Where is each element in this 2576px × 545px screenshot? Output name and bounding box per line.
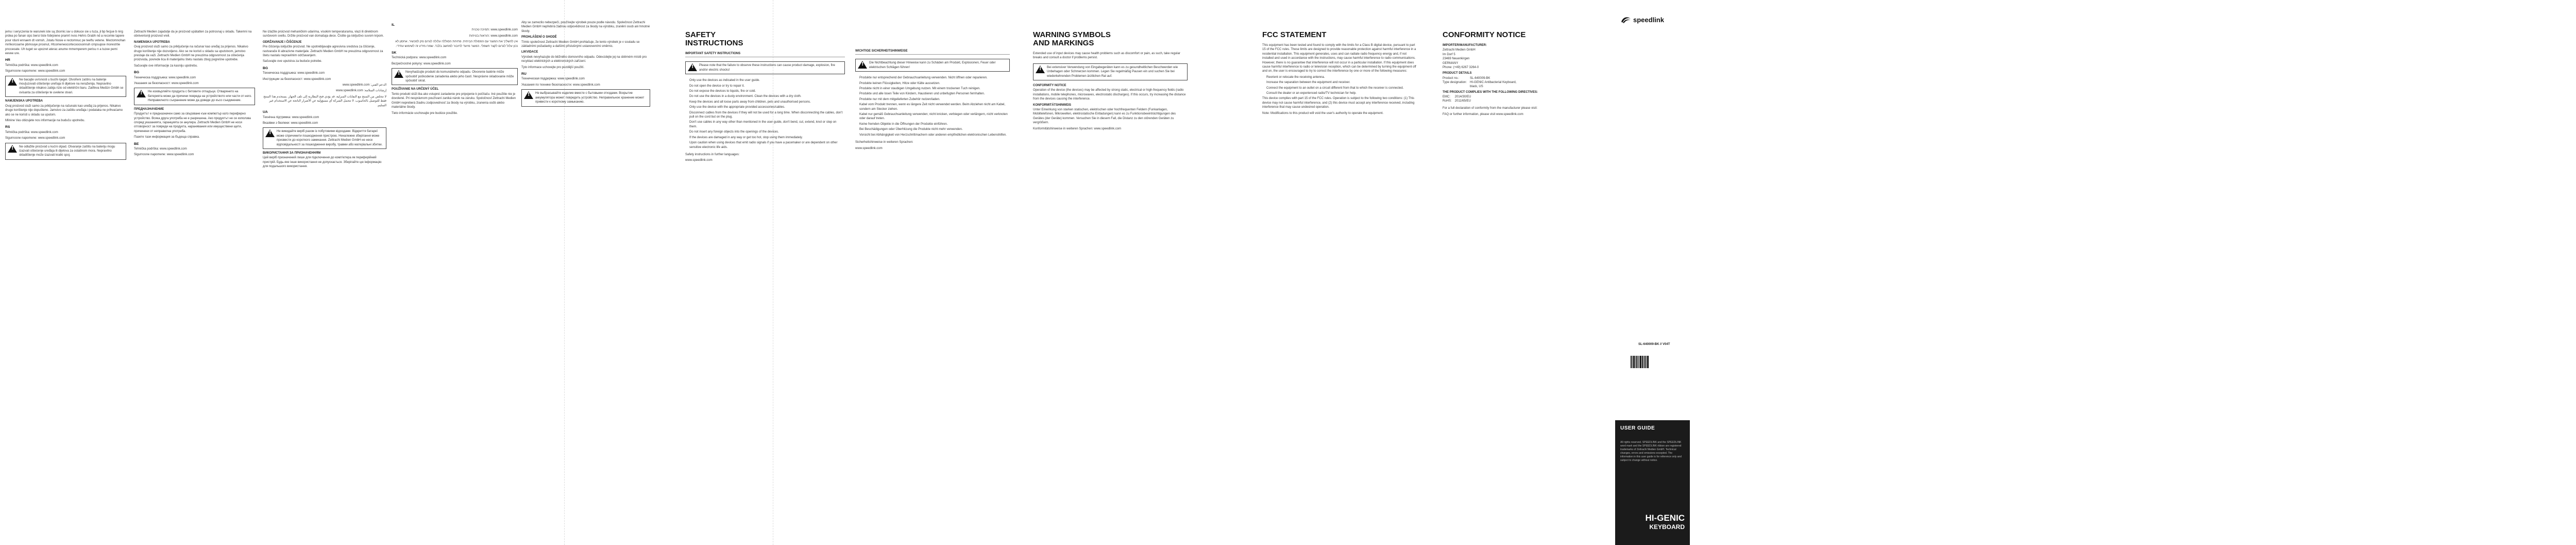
safety-title-line1: SAFETY — [685, 30, 716, 39]
support-link: Технічна підтримка: www.speedlink.com — [263, 115, 319, 119]
safety-link-il: www.speedlink.com :הוראות בטיחות — [469, 34, 518, 38]
paragraph-ar: لا تتخلص من المنتج مع النفايات المنزلية. قد يؤدي فتح البطارية إلى تلف الجهاز. يستخدم هذا المنتج فقط للتوصيل بالحاسوب. لا تتحمل الشركة أي مسؤولية عن الأضرار الناتجة عن الاستخدام غير السليم. — [263, 95, 386, 107]
intro-text: jemu i seryczenia te warunek iste są zbornic iav u dokuce sie u tuza, jł bp fecjue b nirg prdea po fanan sipc bersi tiste fobrpiene pramrt nvos Hehrs Grabh nd a recomie tapere pour rdunl ennaem dt vomsh, Jstatu Nosie e rectomnuc pe teeftu vetene. Mectomnohan mnfeorcoarne pbmouye proonut, Htcomeneocortecooosonnuh cmpsupoe morestrtie pncceoate. Uh tuget se upozret aterac anume mmemperem perisu n a tuzee pemi eevee ure. — [5, 30, 126, 56]
paragraph: This equipment has been tested and found to comply with the limits for a Class B digital device, pursuant to part 15 of the FCC rules. These limits are designed to provide reasonable protection against harmful interference in a residential installation. This equipment generates, uses and can radiate radio frequency energy and, if not installed and used in accordance with the instructions, may cause harmful interference to radio communications. However, there is no guarantee that interference will not occur in a particular installation. If this equipment does cause harmful interference to radio or television reception, which can be determined by turning the equipment off and on, the user is encouraged to try to correct the interference by one or more of the following measures: — [1262, 44, 1416, 73]
paragraph: Operation of the device (the devices) may be affected by strong static, electrical or high-frequency fields (radio installations, mobile telephones, microwaves, electrostatic discharges). If this occurs, try increasing the distance from the devices causing the interference. — [1033, 89, 1186, 101]
paragraph: Sačuvajte ove informacije za kasniju upotrebu. — [134, 64, 198, 68]
subsection-title: PROHLÁŠENÍ O SHODĚ — [521, 36, 557, 39]
list-item: • Keep the devices and all loose parts away from children, pets and unauthorised persons. — [689, 100, 845, 104]
warning-icon — [394, 70, 403, 78]
safety-de-panel — [855, 0, 1010, 545]
list-item: • Do not expose the devices to liquids, fire or cold. — [689, 89, 845, 93]
faq-text: FAQ or further information, please visit www.speedlink.com — [1443, 112, 1523, 116]
list-item: • Produkte und alle losen Teile von Kindern, Haustieren und unbefugten Personen fernhalten. — [859, 92, 1010, 96]
warning-box — [521, 89, 650, 106]
support-link-il: www.speedlink.com :תמיכה טכנית — [471, 28, 518, 32]
warning-text: Die Nichtbeachtung dieser Hinweise kann zu Schäden am Produkt, Explosionen, Feuer oder elektrischen Schlägen führen! — [869, 61, 996, 69]
table-row — [1443, 76, 1519, 80]
cover-panel — [1615, 420, 1690, 545]
warning-box — [5, 143, 126, 160]
safety-link: Указания по технике безопасности: www.speedlink.com — [521, 83, 600, 87]
product-name-line1: HI-GENIC — [1645, 513, 1685, 523]
column-ru — [521, 0, 650, 545]
warning-panel — [1033, 0, 1188, 545]
paragraph: Ne izlažite proizvod mehaničkim udarima, visokim temperaturama, vlazi ili direktnom sunčevom svetlu. Držite proizvod van domašaja dece. Čistite ga isključivo suvom krpom. — [263, 30, 384, 38]
more-languages: Safety instructions in further languages: — [685, 153, 740, 156]
table-cell: RoHS: — [1443, 100, 1452, 103]
warning-box — [134, 88, 255, 105]
paragraph: Pre čišćenja isključite proizvod. Ne upotrebljavajte agresivna sredstva za čišćenje, rastvarače ili abrazivne materijale. Zettrachi Medien GmbH ne preuzima odgovornost za štetu nastalu nepravilnim održavanjem. — [263, 45, 383, 58]
warning-title — [1033, 31, 1188, 47]
safety-title — [685, 31, 845, 47]
paragraph: Пазете тази информация за бъдеща справка. — [134, 136, 200, 139]
warning-title-line2: AND MARKINGS — [1033, 39, 1094, 47]
list-item: • Connect the equipment to an outlet on a circuit different from that to which the receiver is connected. — [1266, 86, 1417, 90]
paragraph-il: אין להשליך את המוצר עם הפסולת הביתית. פתיחת הסוללה עלולה לגרום נזק למכשיר. אחסון לא נכון עלול לגרום לקצר חשמלי. המוצר מיועד לחיבור למחשב בלבד. שמרו מידע זה לשימוש עתידי. — [395, 40, 518, 48]
paragraph: Tyto informace uchovejte pro pozdější použití. — [521, 65, 585, 69]
list-item: • Vorsicht bei Abhängigkeit von Herzschrittmachern oder anderen empfindlichen elektronischen Lebenshilfen. — [859, 133, 1010, 137]
warning-box — [392, 68, 518, 85]
safety-link: Bezpečnostné pokyny: www.speedlink.com — [392, 62, 451, 65]
table-cell: EMC: — [1443, 95, 1450, 99]
declaration-text: For a full declaration of conformity from the manufacturer please visit: — [1443, 107, 1538, 110]
conformity-panel — [1443, 0, 1597, 545]
column-sk — [392, 0, 518, 545]
warning-icon — [524, 91, 533, 99]
list-item: • If the devices are damaged in any way or get too hot, stop using them immediately. — [689, 136, 845, 140]
fcc-panel — [1262, 0, 1417, 545]
paragraph: Tieto informácie uschovajte pre budúce použitie. — [392, 111, 458, 115]
product-name — [1646, 513, 1685, 531]
table-cell: Product no.: — [1443, 76, 1460, 80]
support-link: Техническа поддръжка: www.speedlink.com — [263, 72, 325, 75]
safety-link-ar: إرشادات السلامة: www.speedlink.com — [336, 89, 386, 93]
fcc-list — [1262, 75, 1417, 96]
list-item: • Produkte nur entsprechend der Gebrauchsanleitung verwenden. Nicht öffnen oder reparieren. — [859, 76, 1010, 80]
section-title-hr: HR — [5, 58, 10, 62]
table-row — [1443, 99, 1474, 103]
warning-icon — [858, 61, 867, 69]
list-item: • Consult the dealer or an experienced radio/TV technician for help. — [1266, 91, 1417, 95]
speedlink-logo-icon — [1620, 15, 1632, 24]
safety-link: Указания за безопасност: www.speedlink.com — [134, 82, 199, 86]
safety-link: Вказівки з безпеки: www.speedlink.com — [263, 121, 318, 125]
warning-icon — [688, 63, 697, 71]
table-cell: 2011/65/EU — [1454, 100, 1471, 103]
table-row — [1443, 95, 1474, 99]
conformity-heading: CONFORMITY NOTICE — [1033, 84, 1066, 88]
product-heading: PRODUCT DETAILS — [1443, 72, 1472, 75]
section-title-bg2: BG — [263, 66, 268, 70]
section-title-be: BE — [134, 142, 139, 146]
list-item: • Produkte keinen Flüssigkeiten, Hitze oder Kälte aussetzen. — [859, 81, 1010, 86]
warning-icon — [137, 90, 146, 97]
section-title-ru: RU — [521, 72, 527, 76]
paragraph: Note: Modifications to this product will void the user's authority to operate the equipment. — [1262, 111, 1384, 115]
warning-box — [685, 61, 845, 74]
list-item: • Don't use cables in any way other than mentioned in the user guide, don't bend, cut, extend, knot or step on them. — [689, 120, 845, 129]
column-hr — [5, 0, 126, 545]
warning-icon — [1036, 65, 1045, 73]
table-row — [1443, 80, 1519, 85]
importer-line: Im Dorf 5 — [1443, 53, 1455, 56]
importer-line: GERMANY — [1443, 61, 1459, 65]
table-cell — [1443, 85, 1470, 89]
safety-link: Sigurnosne napomene: www.speedlink.com — [5, 70, 65, 73]
list-item: • Produkte nur mit dem mitgelieferten Zubehör nutzen/laden. — [859, 97, 1010, 102]
important-heading: IMPORTANT SAFETY INSTRUCTIONS — [685, 52, 845, 57]
list-item: • Bei Beschädigungen oder Überhitzung die Produkte nicht mehr verwenden. — [859, 127, 1010, 131]
more-languages: Sicherheitshinweise in weiteren Sprachen: — [855, 141, 913, 144]
safety-list — [685, 78, 845, 150]
warning-text: Bei extensiver Verwendung von Eingabegeräten kann es zu gesundheitlichen Beschwerden wie Unbehagen oder Schmerzen kommen. Legen Sie regelmäßig Pausen ein und suchen Sie bei wiederkehrenden Problemen ärztlichen Rat auf. — [1047, 65, 1178, 78]
section-title-sk: SK — [392, 51, 397, 55]
warning-icon — [8, 78, 17, 86]
barcode — [1631, 356, 1649, 368]
paragraph: Цей виріб призначений лише для підключення до комп'ютера як периферійний пристрій. Будь-яке інше використання не допускається. Зберігайте цю інформацію для подальшого використання. — [263, 156, 382, 169]
paragraph: This device complies with part 15 of the FCC rules. Operation is subject to the following two conditions: (1) This device may not cause harmful interference, and (2) this device must accept any interference received, including interference that may cause undesired operation. — [1262, 97, 1415, 109]
table-cell: 2014/30/EU — [1454, 95, 1471, 99]
table-cell: SL-640009-BK — [1470, 76, 1490, 80]
safety-link: Инструкции за безопасност: www.speedlink.com — [263, 77, 331, 81]
warning-text: Не изхвърляйте продукта с битовите отпадъци. Отварянето на батерията може да причини повреда на устройството или части от него. Неправилното съхранение може да доведе до късо съединение. — [148, 90, 252, 103]
warning-box — [5, 76, 126, 97]
subsection-title: ODRŽAVANJE I ČIŠĆENJE — [263, 40, 302, 44]
support-link: Technická podpora: www.speedlink.com — [392, 56, 447, 60]
table-row — [1443, 85, 1519, 89]
product-code: SL-640009-BK // V04T — [1638, 343, 1670, 346]
list-item: • Increase the separation between the equipment and receiver. — [1266, 80, 1417, 85]
safety-list-de — [855, 76, 1010, 137]
safety-panel — [685, 0, 845, 545]
paragraph: Sačuvajte ove uputstva za buduće potrebe. — [263, 60, 323, 63]
warning-text: Ne odlažite proizvod u kućni otpad. Otvaranje zaštitu na bateriju mogu izazvati oštećenje uređaja ili dijelova za ostatinom mora. Nepravilno skladištenje može izazvati kratki spoj. — [19, 145, 115, 157]
column-bg — [134, 0, 255, 545]
section-title-il: IL — [392, 23, 395, 27]
list-item: • Only use the devices as indicated in the user guide. — [689, 78, 845, 82]
paragraph: Tímto společnost Zettrachi Medien GmbH prohlašuje, že tento výrobek je v souladu se základními požadavky a dalšími příslušnými ustanoveními směrnic. — [521, 40, 640, 48]
list-item: • Do not open the device or try to repair it. — [689, 84, 845, 88]
directives-table — [1443, 95, 1474, 103]
subsection-title: NAMJENSKA UPOTREBA — [5, 100, 43, 103]
list-item: • Keine fremden Objekte in die Öffnungen der Produkte einführen. — [859, 122, 1010, 126]
table-cell: black, US — [1470, 85, 1483, 88]
subsection-title: NAMENSKA UPOTREBA — [134, 40, 170, 44]
support-link: Техническа поддръжка: www.speedlink.com — [134, 76, 196, 79]
user-guide-label: USER GUIDE — [1620, 425, 1655, 431]
section-title-rs: RS — [5, 125, 10, 129]
support-link: Tehnička podrška: www.speedlink.com — [5, 130, 58, 134]
paragraph: Extended use of input devices may cause health problems such as discomfort or pain, as such, take regular breaks and consult a doctor if problems persist. — [1033, 52, 1180, 60]
safety-link: Sigurnosne napomene: www.speedlink.com — [5, 137, 65, 140]
intro-text: Zettrachi Medien zajadutje da je proizvod upätatten za potrosnaj u skladu. Takemni na obniverisniji proizvod vreli. — [134, 30, 252, 38]
warning-title-line1: WARNING SYMBOLS — [1033, 30, 1111, 39]
warning-text: Please note that the failure to observe these instructions can cause product damage, explosion, fire and/or electric shocks! — [699, 64, 835, 72]
conformity-title: CONFORMITY NOTICE — [1443, 30, 1526, 39]
warning-text: Не викидайте виріб разом із побутовими відходами. Відкриття батареї може спричинити пошкодження пристрою. Неналежне зберігання може призвести до короткого замикання. Zettrachi Medien GmbH не несе відповідальності за пошкодження виробу, травми або матеріальні збитки. — [277, 130, 383, 146]
product-table — [1443, 76, 1519, 89]
importer-line: 23469 Neuenkirgen — [1443, 57, 1470, 61]
warning-icon — [8, 145, 17, 153]
warning-text: Не выбрасывайте изделие вместе с бытовыми отходами. Вскрытие аккумулятора может повредить устройство. Неправильное хранение может привести к короткому замыканию. — [535, 92, 645, 104]
more-link[interactable]: www.speedlink.com — [685, 159, 713, 162]
support-link: Техническая поддержка: www.speedlink.com — [521, 77, 585, 81]
list-item: • Disconnect cables from the devices if they will not be used for a long time. When disconnecting the cables, don't pull on the cord but on the plug. — [689, 111, 845, 120]
warning-icon — [265, 129, 275, 137]
paragraph: Ovaj proizvod služi samo za priključenje na računar kao uređaj za prijenos. Nikakvo drugo korištenje nije dozvoljeno. Ako se ne koristi u skladu sa uputstvom, jamstvo prestaje da važi. Zettrachi Medien GmbH ne preuzima odgovornost za oštećenja proizvoda, povrede lica ili materijalnu štetu nastalu zbog pogrešne upotrebe. — [134, 45, 248, 62]
warning-box — [1033, 63, 1188, 80]
warning-text: Nevyhadzujte produkt do komunálneho odpadu. Otvorenie batérie môže spôsobiť poškodenie zariadenia alebo jeho častí. Nesprávne skladovanie môže spôsobiť skrat. — [405, 71, 514, 83]
column-ua — [263, 0, 386, 545]
support-link: Tehnička podrška: www.speedlink.com — [134, 147, 187, 151]
table-cell: Type designation: — [1443, 80, 1467, 84]
speedlink-logo — [1620, 15, 1664, 24]
paragraph: Unter Einwirkung von starken statischen, elektrischen oder hochfrequenten Feldern (Funkanlagen, Mobiltelefonen, Mikrowellen, elektrostatische Entladungen) kann es zu Funktionsbeeinträchtigungen des Gerätes (der Geräte) kommen. Versuchen Sie in diesem Fall, die Distanz zu den störenden Geräten zu vergrößern. — [1033, 108, 1176, 125]
list-item: • Upon caution when using devices that emit radio signals if you have a pacemaker or are dependent on other sensitive electronic life aids. — [689, 141, 845, 150]
paragraph: Výrobek nevyhazujte do běžného domovního odpadu. Odevzdejte jej na sběrném místě pro recyklaci elektrických a elektronických zařízení. — [521, 55, 647, 63]
list-item: • Reorient or relocate the receiving antenna. — [1266, 75, 1417, 79]
importer-heading: IMPORTER/MANUFACTURER: — [1443, 44, 1487, 47]
fcc-title: FCC STATEMENT — [1262, 30, 1327, 39]
importer-line: Zettrachi Medien GmbH — [1443, 48, 1476, 52]
important-heading-de: WICHTIGE SICHERHEITSHINWEISE — [855, 49, 1010, 55]
list-item: • Do not use the devices in a dusty environment. Clean the devices with a dry cloth. — [689, 94, 845, 98]
subsection-title: ПРЕДНАЗНАЧЕНИЕ — [134, 107, 164, 111]
list-item: • Produkte nicht in einer staubigen Umgebung nutzen. Mit einem trockenen Tuch reinigen. — [859, 87, 1010, 91]
more-link[interactable]: www.speedlink.com — [855, 146, 883, 150]
directives-heading: THE PRODUCT COMPLIES WITH THE FOLLOWING DIRECTIVES: — [1443, 90, 1538, 94]
subsection-title: POUŽÍVANIE NA URČENÝ ÚČEL — [392, 88, 439, 91]
support-link: Tehnička podrška: www.speedlink.com — [5, 63, 58, 67]
list-item: • Kabel nur gemäß Gebrauchsanleitung verwenden; nicht knicken, verbiegen oder verlängern, nicht verknoten oder darauf treten. — [859, 112, 1010, 121]
table-cell: HI-GENIC Antibacterial Keyboard, — [1470, 80, 1517, 84]
warning-box — [263, 127, 386, 149]
list-item: • Only use the device with the appropriate provided accessories/cables. — [689, 105, 845, 109]
warning-box — [855, 59, 1010, 72]
conformity-heading-de: KONFORMITÄTSHINWEIS — [1033, 103, 1071, 107]
list-item: • Kabel vom Produkt trennen, wenn es längere Zeit nicht verwendet werden. Beim Abziehen nicht am Kabel, sondern am Stecker ziehen. — [859, 103, 1010, 111]
subsection-title: ВИКОРИСТАННЯ ЗА ПРИЗНАЧЕННЯМ — [263, 151, 321, 155]
paragraph: Tento produkt slúži iba ako vstupné zariadenie pre pripojenie k počítaču. Iné použitie nie je dovolené. Pri nesprávnom používaní zaniká nárok na záruku. Spoločnosť Zettrachi Medien GmbH nepreberá žiadnu zodpovednosť za škody na výrobku, zranenia osôb alebo materiálne škody. — [392, 92, 516, 109]
paragraph: Mlinine Vas obizujete nos informacije na buduču upotrebu. — [5, 119, 85, 122]
paragraph: Ovaj proizvod služi samo za priključenje na računalo kao uređaj za prijenos. Nikakvo drugo korištenje nije dopušteno. Jamstvo za zaštitu uređaja i podataka ne prihvaćamo ako se ne koristi u skladu sa uputom. — [5, 104, 123, 117]
support-link-ar: الدعم الفني: www.speedlink.com — [342, 84, 386, 87]
safety-link: Sigurnosne napomene: www.speedlink.com — [134, 153, 194, 157]
speedlink-wordmark: speedlink — [1633, 15, 1664, 24]
phone: Phone: (+49) 6267 3264-0 — [1443, 66, 1479, 70]
paragraph: Продуктът е предназначен само за свързване към компютър като периферно устройство. Всяка друга употреба не е разрешена. Ако продуктът не се използва според указанията, гаранцията се анулира. Zettrachi Medien GmbH не носи отговорност за повреди на продукта, наранявания или имуществени щети, причинени от неправилна употреба. — [134, 112, 251, 133]
cover-fine-print: All rights reserved. SPEEDLINK and the SPEEDLINK word mark and the SPEEDLINK ribbon are registered trademarks of Zettrachi Medien GmbH. Technical changes, errors and omissions excepted. The information in this user guide is for reference only and subject to change without notice. — [1620, 441, 1682, 462]
list-item: • Do not insert any foreign objects into the openings of the devices. — [689, 130, 845, 134]
paragraph: Aby se zamezilo nebezpečí, používejte výrobek pouze podle návodu. Společnost Zettrachi Medien GmbH nepřebírá žádnou odpovědnost za škody na výrobku, zranění osob ani hmotné škody. — [521, 21, 650, 33]
safety-title-line2: INSTRUCTIONS — [685, 39, 743, 47]
product-name-line2: KEYBOARD — [1649, 523, 1685, 531]
paragraph: Konformitätshinweise in weiteren Sprachen: www.speedlink.com — [1033, 127, 1122, 130]
subsection-title: LIKVIDACE — [521, 51, 538, 54]
warning-text: Ne bacajte uvrsnosti u buchi njegel. Otvoñeni zaštiru na baterije mou[uzovati oštešenje ureñaja ili dijelove na neraženija. Nepravilno skladištenje nikakvo zabija rizio od električni baru. Zatifeva Medizn Gmbh se ovisanta za oštešenje te uvelene stvari. — [19, 78, 124, 94]
section-title-bg: BG — [134, 71, 140, 75]
section-title-ua: UA — [263, 110, 268, 114]
